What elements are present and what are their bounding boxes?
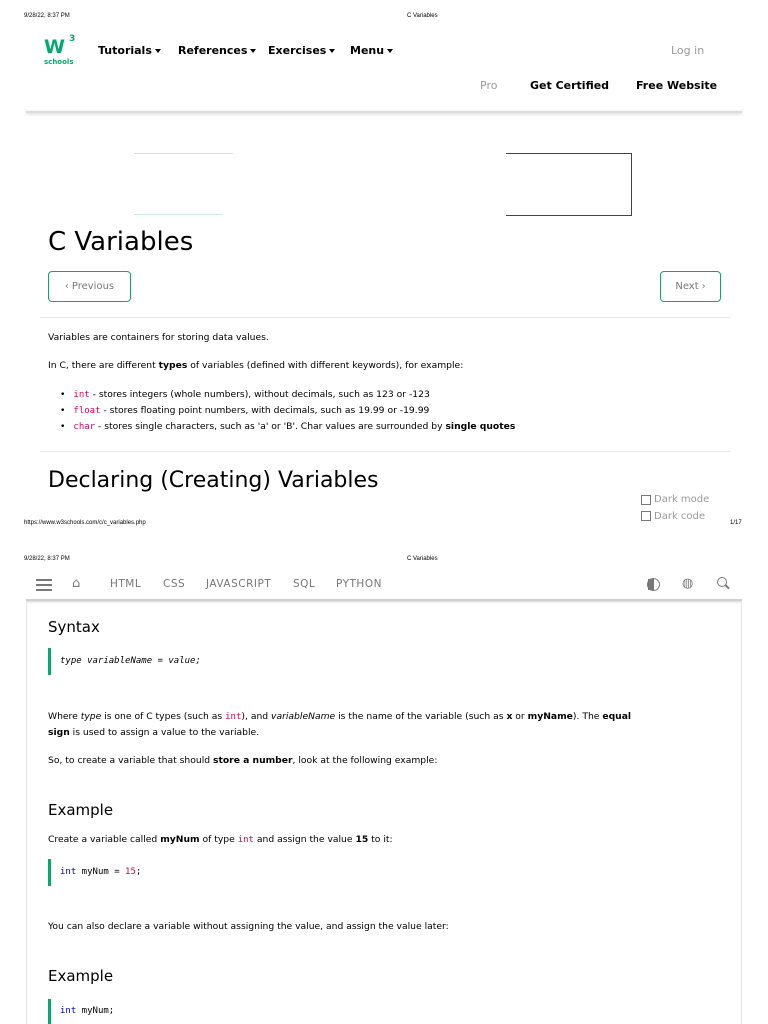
previous-button[interactable] bbox=[48, 271, 131, 302]
page-title: C Variables bbox=[48, 227, 194, 257]
print-title: C Variables bbox=[407, 13, 438, 19]
example-code: int myNum; bbox=[60, 1006, 115, 1016]
login-link[interactable]: Log in bbox=[671, 44, 705, 57]
logo-sub: schools bbox=[44, 58, 74, 66]
page-edge bbox=[26, 601, 27, 1024]
example-description: Create a variable called myNum of type int and assign the value 15 to it: bbox=[48, 834, 393, 845]
syntax-paragraph-2: So, to create a variable that should store a number, look at the following example: bbox=[48, 755, 438, 766]
ad-placeholder-line bbox=[134, 214, 223, 215]
checkbox-icon bbox=[641, 495, 651, 505]
print-url: https://www.w3schools.com/c/c_variables.php bbox=[24, 520, 146, 526]
dark-code-toggle[interactable] bbox=[641, 511, 706, 522]
pro-link[interactable]: Pro bbox=[480, 79, 498, 92]
next-label: Next bbox=[675, 281, 699, 292]
types-list bbox=[60, 387, 515, 435]
intro-paragraph-1: Variables are containers for storing data values. bbox=[48, 332, 269, 343]
example-code-box bbox=[48, 999, 741, 1024]
next-button[interactable] bbox=[660, 271, 721, 302]
list-item: • int - stores integers (whole numbers), without decimals, such as 123 or -123 bbox=[60, 387, 515, 403]
example-code: int myNum = 15; bbox=[60, 867, 142, 877]
topnav-shadow bbox=[26, 599, 742, 601]
previous-label: Previous bbox=[71, 281, 115, 292]
print-page-number: 1/17 bbox=[730, 520, 742, 526]
print-title: C Variables bbox=[407, 556, 438, 562]
section-heading: Declaring (Creating) Variables bbox=[48, 468, 379, 493]
logo-w: W bbox=[44, 36, 63, 58]
nav-tutorials-label: Tutorials bbox=[98, 44, 152, 57]
ad-placeholder-line bbox=[134, 153, 233, 154]
caret-down-icon bbox=[387, 49, 393, 53]
logo-sup: 3 bbox=[69, 34, 76, 44]
chevron-left-icon: ‹ bbox=[64, 281, 69, 292]
contrast-icon[interactable] bbox=[647, 578, 660, 591]
nav-exercises[interactable] bbox=[268, 44, 335, 57]
dark-code-label: Dark code bbox=[654, 511, 706, 522]
syntax-code: type variableName = value; bbox=[60, 656, 201, 666]
globe-icon[interactable]: ◍ bbox=[682, 576, 694, 591]
topnav-html[interactable]: HTML bbox=[110, 578, 142, 590]
get-certified-link[interactable]: Get Certified bbox=[530, 79, 610, 92]
syntax-code-box bbox=[48, 648, 741, 675]
page-edge bbox=[741, 601, 742, 1024]
print-datetime: 9/28/22, 8:37 PM bbox=[24, 13, 70, 19]
home-icon[interactable]: ⌂ bbox=[72, 576, 81, 591]
search-icon[interactable] bbox=[717, 577, 731, 591]
syntax-heading: Syntax bbox=[48, 618, 100, 636]
example-code-box bbox=[48, 859, 741, 886]
topnav-css[interactable]: CSS bbox=[163, 578, 186, 590]
list-item: • float - stores floating point numbers, with decimals, such as 19.99 or -19.99 bbox=[60, 403, 515, 419]
caret-down-icon bbox=[329, 49, 335, 53]
topnav-javascript[interactable]: JAVASCRIPT bbox=[206, 578, 272, 590]
intro-paragraph-2: In C, there are different types of variables (defined with different keywords), for example: bbox=[48, 360, 464, 371]
example-heading: Example bbox=[48, 967, 114, 985]
nav-references-label: References bbox=[178, 44, 248, 57]
dark-mode-label: Dark mode bbox=[654, 494, 710, 505]
syntax-paragraph-1-cont: sign is used to assign a value to the variable. bbox=[48, 727, 260, 738]
list-item: • char - stores single characters, such as 'a' or 'B'. Char values are surrounded by single quotes bbox=[60, 419, 515, 435]
syntax-paragraph-1: Where type is one of C types (such as int), and variableName is the name of the variable (such as x or myName). The equal bbox=[48, 711, 632, 722]
print-datetime: 9/28/22, 8:37 PM bbox=[24, 556, 70, 562]
free-website-link[interactable]: Free Website bbox=[636, 79, 718, 92]
nav-tutorials[interactable] bbox=[98, 44, 161, 57]
caret-down-icon bbox=[155, 49, 161, 53]
header-shadow bbox=[26, 111, 742, 113]
divider bbox=[40, 451, 730, 452]
topnav-sql[interactable]: SQL bbox=[293, 578, 316, 590]
topnav-python[interactable]: PYTHON bbox=[336, 578, 382, 590]
dark-mode-toggle[interactable] bbox=[641, 494, 709, 505]
divider bbox=[40, 317, 730, 318]
w3schools-logo[interactable] bbox=[44, 36, 80, 68]
nav-menu-label: Menu bbox=[350, 44, 385, 57]
checkbox-icon bbox=[641, 511, 651, 521]
nav-menu[interactable] bbox=[350, 44, 393, 57]
nav-references[interactable] bbox=[178, 44, 256, 57]
chevron-right-icon: › bbox=[701, 281, 706, 292]
later-paragraph: You can also declare a variable without assigning the value, and assign the value later: bbox=[48, 921, 449, 932]
ad-placeholder-box bbox=[506, 153, 632, 216]
example-heading: Example bbox=[48, 801, 114, 819]
hamburger-menu-icon[interactable] bbox=[36, 578, 52, 592]
caret-down-icon bbox=[250, 49, 256, 53]
nav-exercises-label: Exercises bbox=[268, 44, 327, 57]
